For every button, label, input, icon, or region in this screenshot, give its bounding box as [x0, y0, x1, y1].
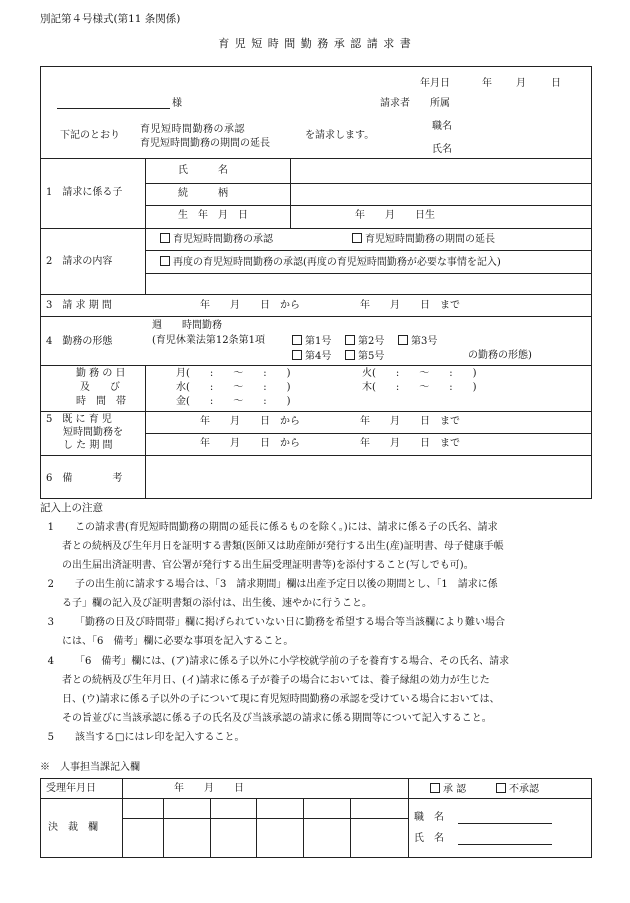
remarks-field[interactable] [148, 458, 588, 496]
tail-text: を請求します。 [305, 130, 375, 141]
received-date: 年 月 日 [174, 783, 244, 794]
sec4-weekly-hours: 週 時間勤務 [152, 320, 222, 331]
date-year-label: 年 [482, 78, 492, 89]
item5-checkbox[interactable] [345, 350, 355, 360]
decision-label: 決 裁 欄 [48, 822, 98, 833]
name-label: 氏名 [432, 144, 452, 155]
hr-post-field[interactable] [458, 823, 552, 824]
sec3-period-value: 年 月 日 から 年 月 日 まで [200, 300, 460, 311]
item4-option[interactable]: 第4号 [292, 350, 331, 362]
item2-checkbox[interactable] [345, 335, 355, 345]
hr-name-label: 氏 名 [414, 833, 444, 844]
hr-post-label: 職 名 [414, 812, 444, 823]
requester-label: 請求者 [380, 98, 410, 109]
sec2-label: 2 請求の内容 [46, 256, 113, 267]
sec1-dob-value: 年 月 日生 [355, 210, 435, 221]
sec2-extend-option[interactable]: 育児短時間勤務の期間の延長 [352, 233, 495, 245]
disapprove-option[interactable]: 不承認 [496, 783, 539, 795]
sec6-label: 6 備 考 [46, 473, 123, 484]
hr-approve-checkbox[interactable] [430, 783, 440, 793]
wed-hours: 水( : 〜 : ) [176, 382, 291, 393]
item1-option[interactable]: 第1号 [292, 335, 331, 347]
post-label: 職名 [432, 121, 452, 132]
lead-text: 下記のとおり [60, 130, 120, 141]
addressee-suffix: 様 [172, 98, 182, 109]
hr-disapprove-checkbox[interactable] [496, 783, 506, 793]
page-title: 育 児 短 時 間 勤 務 承 認 請 求 書 [218, 37, 412, 50]
date-month-label: 月 [516, 78, 526, 89]
form-number-label: 別記第４号様式(第11 条関係) [40, 13, 181, 25]
fri-hours: 金( : 〜 : ) [176, 396, 291, 407]
hr-name-field[interactable] [458, 844, 552, 845]
dept-label: 所属 [430, 98, 450, 109]
approve-checkbox[interactable] [160, 233, 170, 243]
item3-option[interactable]: 第3号 [398, 335, 437, 347]
date-day-label: 日 [551, 78, 561, 89]
item4-checkbox[interactable] [292, 350, 302, 360]
item1-checkbox[interactable] [292, 335, 302, 345]
sec4-sub-label-2: 及 び [80, 382, 120, 393]
sec4-sub-label-1: 勤 務 の 日 [76, 368, 126, 379]
sec5-label-3: し た 期 間 [63, 440, 113, 451]
thu-hours: 木( : 〜 : ) [362, 382, 477, 393]
item3-checkbox[interactable] [398, 335, 408, 345]
option-extend-text: 育児短時間勤務の期間の延長 [140, 138, 270, 149]
sec5-row-1: 年 月 日 から 年 月 日 まで [200, 416, 460, 427]
addressee-field[interactable] [57, 108, 170, 109]
sec2-again-option[interactable]: 再度の育児短時間勤務の承認(再度の育児短時間勤務が必要な事情を記入) [160, 256, 501, 268]
sec4-law-ref: (育児休業法第12条第1項 [152, 335, 265, 346]
extend-checkbox[interactable] [352, 233, 362, 243]
hr-heading: ※ 人事担当課記入欄 [40, 762, 140, 773]
child-name-field[interactable] [292, 160, 590, 182]
sec1-dob-label: 生 年 月 日 [178, 210, 248, 221]
child-relation-field[interactable] [292, 185, 590, 204]
sec1-name-label: 氏 名 [178, 165, 228, 176]
approve-option[interactable]: 承 認 [430, 783, 466, 795]
notes-heading: 記入上の注意 [40, 502, 103, 514]
item5-option[interactable]: 第5号 [345, 350, 384, 362]
sec5-label-1: 5 既 に 育 児 [46, 414, 112, 425]
sec4-label: 4 勤務の形態 [46, 336, 113, 347]
sec4-tail: の勤務の形態) [468, 350, 532, 361]
tue-hours: 火( : 〜 : ) [362, 368, 477, 379]
sec4-sub-label-3: 時 間 帯 [76, 396, 126, 407]
sec1-relation-label: 続 柄 [178, 188, 228, 199]
mon-hours: 月( : 〜 : ) [176, 368, 291, 379]
item2-option[interactable]: 第2号 [345, 335, 384, 347]
sec5-row-2: 年 月 日 から 年 月 日 まで [200, 438, 460, 449]
date-label: 年月日 [420, 78, 450, 89]
sec2-approve-option[interactable]: 育児短時間勤務の承認 [160, 233, 273, 245]
sec5-label-2: 短時間勤務を [63, 427, 123, 438]
option-approve-text: 育児短時間勤務の承認 [140, 124, 245, 135]
sec3-label: 3 請 求 期 間 [46, 300, 112, 311]
again-checkbox[interactable] [160, 256, 170, 266]
received-label: 受理年月日 [46, 783, 96, 794]
sec1-label: 1 請求に係る子 [46, 187, 123, 198]
